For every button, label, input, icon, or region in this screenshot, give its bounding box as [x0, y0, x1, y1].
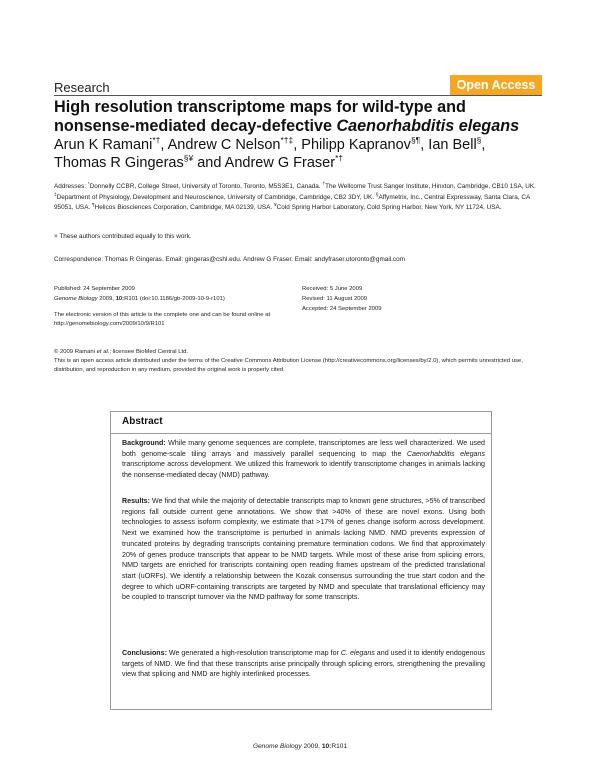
copyright-prefix: © 2009 Ramani [54, 349, 97, 355]
title-species: Caenorhabditis elegans [336, 117, 520, 135]
background-text-end: transcriptome across development. We utilized this framework to identify transcriptome changes in animals lacking the nonsense-mediated decay (NMD) pathway. [122, 460, 485, 480]
citation [54, 295, 294, 305]
affiliation-text: Donnelly CCBR, College Street, University of Toronto, Toronto, M5S3E1, Canada. [89, 183, 323, 190]
affiliation-text: Helicos Biosciences Corporation, Cambridge, MA 02139, USA. [94, 204, 274, 212]
page-footer [0, 743, 600, 750]
article-dates [302, 285, 382, 314]
author-affiliation-marks: §¥ [183, 153, 194, 163]
conclusions-label: Conclusions: [122, 649, 167, 657]
author-separator: , [420, 137, 429, 153]
publication-info [54, 285, 294, 330]
footer-year: 2009, [301, 743, 322, 750]
section-label: Research [54, 80, 110, 95]
copyright-suffix: ; licensee BioMed Central Ltd. [109, 349, 189, 355]
author-name: Andrew G Fraser [224, 155, 336, 171]
conclusions-text-end: and used it to identify endogenous targets of NMD. We find that these transcripts arise principally through splicing errors, strengthening the prevailing view that splicing and NMD are highly interlinked processes. [122, 649, 485, 679]
author-list [54, 136, 554, 172]
title-line-1: High resolution transcriptome maps for wild-type and [54, 98, 466, 116]
author-separator: , [481, 137, 486, 153]
electronic-version-note: The electronic version of this article is the complete one and can be found online at http://genomebiology.com/2009/10/9/R101 [54, 311, 271, 328]
author-name: Arun K Ramani [54, 137, 153, 153]
correspondence: Correspondence: Thomas R Gingeras. Email: gingeras@cshl.edu. Andrew G Fraser. Email: andyfraser.utoronto@gmail.com [54, 256, 406, 263]
abstract-heading: Abstract [122, 416, 163, 427]
revised-date: Revised: 11 August 2009 [302, 295, 368, 302]
results-text: We find that while the majority of detectable transcripts map to known gene structures, >5% of transcribed regions fall outside current gene annotations. We show that >40% of these are novel exons. Using both technologies to assess isoform complexity, we estimate that >17% of genes change isoform across development. Next we examined how the transcriptome is perturbed in animals lacking NMD. NMD prevents expression of truncated proteins by degrading transcripts containing premature termination codons. We find that approximately 20% of genes produce transcripts that appear to be NMD targets. While most of these arise from splicing errors, NMD targets are enriched for transcripts containing open reading frames upstream of the predicted translational start (uORFs). We identify a relationship between the Kozak consensus surrounding the true start codon and the degree to which uORF-containing transcripts are targeted by NMD and speculate that translational efficiency may be coupled to transcript turnover via the NMD pathway for some transcripts. [122, 497, 485, 602]
affiliation-text: The Wellcome Trust Sanger Institute, Hinxton, Cambridge, CB10 1SA, UK. [325, 183, 536, 190]
copyright-block [54, 348, 546, 375]
affiliation-text: Affymetrix, Inc., Central Expressway, Santa Clara, CA 95051, USA. [54, 193, 530, 212]
published-date: Published: 24 September 2009 [54, 286, 135, 292]
license-text: This is an open access article distributed under the terms of the Creative Commons Attribution License (http://creativecommons.org/licenses/by/2.0), which permits unrestricted use, distribution, and reproduction in any medium, provided the original work is properly cited. [54, 358, 523, 373]
article-title [54, 98, 554, 136]
author-affiliation-marks: *† [152, 135, 161, 145]
conclusions-text: We generated a high-resolution transcriptome map for [166, 649, 341, 657]
background-label: Background: [122, 439, 166, 447]
copyright-line [54, 348, 546, 357]
affiliation-mark: ¥ [273, 203, 277, 209]
author-separator: , [160, 137, 168, 153]
affiliation-mark: * [87, 182, 90, 187]
footer-journal: Genome Biology [252, 743, 302, 750]
background-species: Caenorhabditis elegans [406, 449, 485, 458]
author-name: Andrew C Nelson [167, 137, 281, 153]
citation-year: 2009, [97, 295, 116, 302]
conclusions-species: C. elegans [340, 649, 375, 657]
equal-contribution-note: × These authors contributed equally to this work. [54, 233, 192, 240]
abstract-results [122, 496, 485, 603]
citation-journal: Genome Biology [54, 295, 98, 302]
affiliation-mark: † [322, 182, 326, 187]
author-separator: and [193, 155, 225, 171]
affiliation-text: Department of Physiology, Development and Neuroscience, University of Cambridge, Cambridge, CB2 3DY, UK. [56, 193, 376, 201]
header-divider [54, 95, 542, 96]
copyright-etal: et al. [96, 349, 110, 355]
author-name: Ian Bell [428, 137, 477, 153]
author-affiliation-marks: § [476, 135, 482, 145]
citation-volume: 10: [115, 295, 125, 302]
affiliations [54, 182, 546, 214]
affiliation-mark: ‡ [54, 192, 57, 198]
received-date: Received: 5 June 2009 [302, 286, 363, 292]
accepted-date: Accepted: 24 September 2009 [302, 305, 382, 312]
abstract-divider [110, 433, 491, 434]
results-label: Results: [122, 497, 150, 505]
background-text: While many genome sequences are complete, transcriptomes are less well characterized. We used both genome-scale tiling arrays and massively parallel sequencing to map the [122, 439, 485, 458]
author-affiliation-marks: *† [335, 153, 344, 163]
open-access-badge: Open Access [450, 75, 542, 95]
footer-article: R101 [331, 743, 348, 750]
citation-doi: R101 (doi:10.1186/gb-2009-10-9-r101) [124, 295, 225, 302]
affiliations-label: Addresses: [54, 183, 88, 190]
abstract-background [122, 438, 485, 481]
footer-volume: 10: [321, 743, 332, 750]
title-line-2-prefix: nonsense-mediated decay-defective [54, 117, 337, 135]
affiliation-mark: § [375, 192, 379, 198]
affiliation-mark: ¶ [92, 203, 95, 209]
affiliation-text: Cold Spring Harbor Laboratory, Cold Spring Harbor, New York, NY 11724, USA. [276, 204, 502, 212]
author-name: Thomas R Gingeras [54, 155, 184, 171]
author-separator: , [293, 137, 302, 153]
author-name: Philipp Kapranov [301, 137, 411, 153]
author-affiliation-marks: §¶ [410, 135, 421, 145]
abstract-conclusions [122, 648, 485, 680]
author-affiliation-marks: *†‡ [280, 135, 294, 145]
